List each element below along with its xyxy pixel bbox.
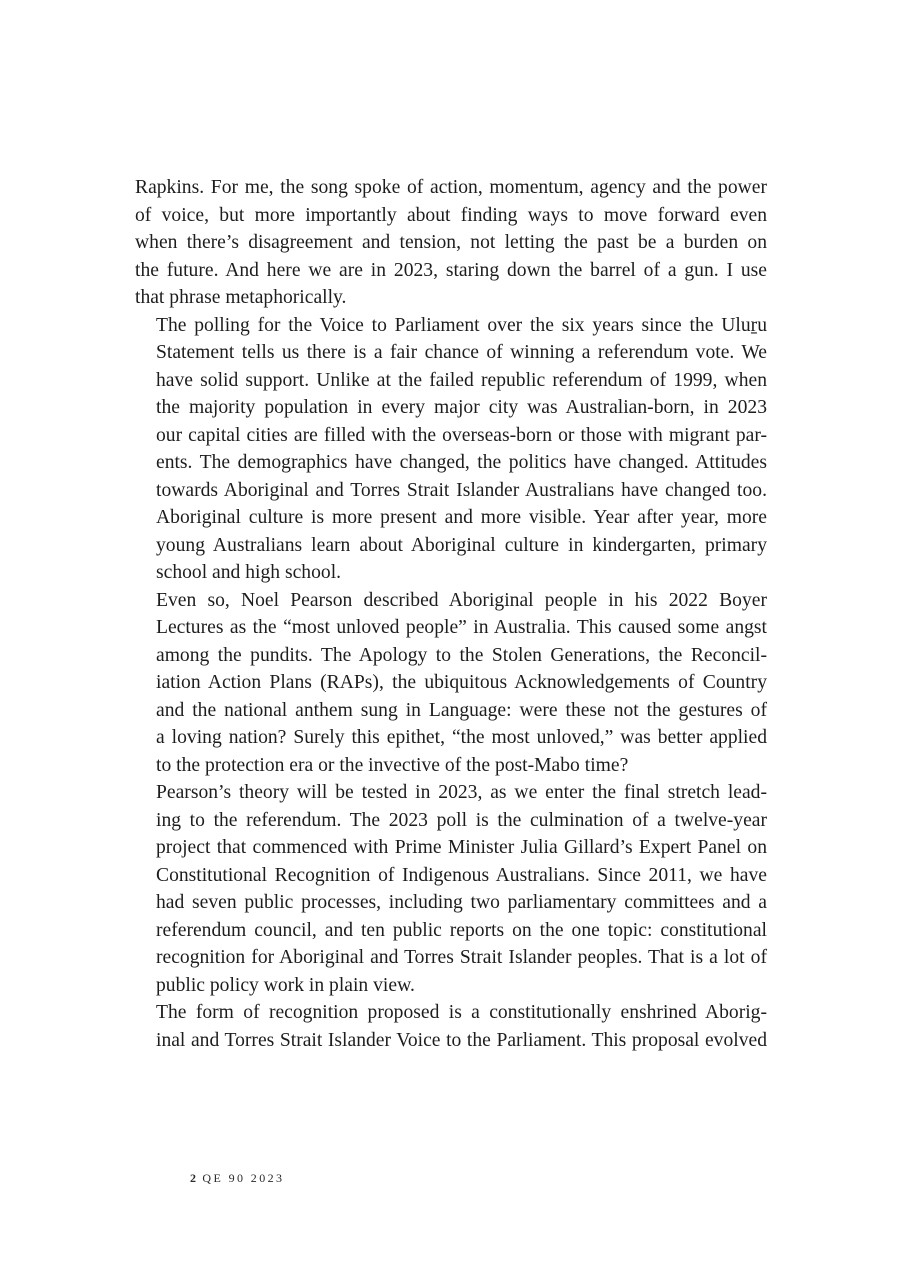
text-line: Statement tells us there is a fair chance of winning a referendum vote. We [156, 342, 767, 363]
page-number: 2 [190, 1171, 199, 1185]
text-line: a loving nation? Surely this epithet, “the most unloved,” was better applied [156, 727, 767, 748]
text-line: The form of recognition proposed is a constitutionally enshrined Aborig- [156, 1002, 767, 1023]
text-line: inal and Torres Strait Islander Voice to the Parliament. This proposal evolved [156, 1029, 767, 1051]
text-line: school and high school. [156, 562, 342, 583]
text-line: Pearson’s theory will be tested in 2023, as we enter the final stretch lead- [156, 782, 767, 803]
paragraph [135, 174, 767, 312]
text-line: and the national anthem sung in Language: were these not the gestures of [156, 699, 767, 721]
text-line: ents. The demographics have changed, the politics have changed. Attitudes [156, 452, 767, 473]
text-line: the future. And here we are in 2023, staring down the barrel of a gun. I use [135, 259, 767, 281]
text-line: to the protection era or the invective of the post-Mabo time? [156, 754, 629, 776]
text-line: our capital cities are filled with the overseas-born or those with migrant par- [156, 424, 767, 446]
text-line: iation Action Plans (RAPs), the ubiquitous Acknowledgements of Country [156, 672, 767, 693]
body-text [135, 174, 767, 1054]
text-line: among the pundits. The Apology to the Stolen Generations, the Reconcil- [156, 644, 767, 666]
text-line: have solid support. Unlike at the failed republic referendum of 1999, when [156, 369, 767, 391]
publication-name: QE 90 2023 [202, 1171, 285, 1185]
text-line: ing to the referendum. The 2023 poll is the culmination of a twelve-year [156, 809, 767, 831]
paragraph [135, 587, 767, 780]
text-line: that phrase metaphorically. [135, 287, 347, 308]
text-line: The polling for the Voice to Parliament over the six years since the Uluṟu [156, 314, 767, 336]
text-line: when there’s disagreement and tension, not letting the past be a burden on [135, 232, 767, 253]
text-line: of voice, but more importantly about finding ways to move forward even [135, 204, 767, 226]
text-line: Even so, Noel Pearson described Aboriginal people in his 2022 Boyer [156, 589, 767, 611]
text-line: recognition for Aboriginal and Torres Strait Islander peoples. That is a lot of [156, 947, 767, 968]
text-line: Lectures as the “most unloved people” in Australia. This caused some angst [156, 617, 767, 638]
text-line: young Australians learn about Aboriginal culture in kindergarten, primary [156, 534, 767, 556]
text-line: project that commenced with Prime Minister Julia Gillard’s Expert Panel on [156, 837, 767, 858]
text-line: Aboriginal culture is more present and more visible. Year after year, more [156, 507, 767, 528]
paragraph [135, 312, 767, 587]
page-footer [190, 1171, 284, 1186]
text-line: referendum council, and ten public reports on the one topic: constitutional [156, 919, 767, 941]
text-line: had seven public processes, including two parliamentary committees and a [156, 892, 767, 913]
text-line: the majority population in every major city was Australian-born, in 2023 [156, 397, 767, 418]
text-line: Constitutional Recognition of Indigenous Australians. Since 2011, we have [156, 864, 767, 886]
text-line: towards Aboriginal and Torres Strait Islander Australians have changed too. [156, 479, 767, 501]
paragraph [135, 779, 767, 999]
text-line: public policy work in plain view. [156, 974, 415, 996]
paragraph [135, 999, 767, 1054]
text-line: Rapkins. For me, the song spoke of action, momentum, agency and the power [135, 177, 767, 198]
